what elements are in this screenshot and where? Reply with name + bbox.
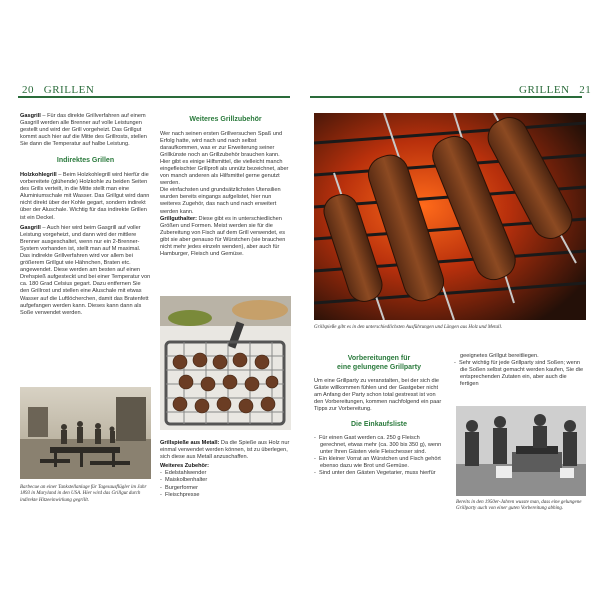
indirect-grilling-heading: Indirektes Grillen xyxy=(56,157,115,165)
sauces-list-item: - Sehr wichtig für jede Grillparty sind Soßen; wenn die Soßen selbst gemacht werden kaufen, Sie die entsprechenden Zutaten ein, aber auch die fertigen xyxy=(454,360,584,388)
grillguthalter-text: Diese gibt es in unterschiedlichen Größen und Formen. Meist werden sie für die Zubereitung von Fisch auf dem Grill verwendet, es gibt sie aber genauso für Würstchen (sie brauchen nicht mehr jedes einzeln wenden), aber auch für Hamburger, Fleisch und Gemüse. xyxy=(160,215,286,258)
left-page-title: GRILLEN xyxy=(43,84,95,96)
left-page-number: 20 xyxy=(22,84,34,96)
shopping-list-item: - Für einen Gast werden ca. 250 g Fleisch gerechnet, etwas mehr (ca. 300 bis 350 g), wenn unter Ihren Gästen viele Fleischesser sind. xyxy=(314,434,442,456)
party-1950s-photo xyxy=(456,406,586,496)
skewers-caption: Grillspieße gibt es in den unterschiedlichsten Ausführungen und Längen aus Holz und Metall. xyxy=(314,325,503,330)
gasgrill-paragraph xyxy=(20,113,151,148)
accessories-intro: Wer nach seinen ersten Grillversuchen Spaß und Erfolg hatte, wird nach und nach selbst daraufkommen, was er zur Erweiterung seiner Grillkünste noch an Grillzubehör brauchen kann. Hier gibt es einige Hilfsmittel, die vielleicht manch eingefleischter Grillprofi als unnütz bezeichnet, aber von manch anderen als Hilfsmittel gerne genutzt werden. xyxy=(160,130,289,187)
holzkohlegrill-term: Holzkohlegrill xyxy=(20,171,57,178)
gasgrill-indirect-text: – Auch hier wird beim Gasgrill auf voller Leistung vorgeheizt, und dann wird der mittlere Brenner ausgeschaltet, wenn nur ein 2-Brenner-System vorhanden ist, stellt man auf M maximal. Das indirekte Grillverfahren wird vor allem bei größerem Grillgut wie Hähnchen, Braten etc. angewendet. Diese werden am besten auf einen Drehspieß aufgesteckt und bei einer Temperatur von ca. 180 Grad Celsius gegart. Dazu entfernen Sie den Grillrost und stellen eine Aluschale mit etwas Wasser auf die Luftlöcherchen, damit das Bratenfett aufgefangen werden kann. Dieses kann dann als Soße verwendet werden. xyxy=(20,224,151,316)
party-prep-heading-line-1: Vorbereitungen für xyxy=(347,355,411,362)
grillguthalter-term: Grillguthalter: xyxy=(160,215,197,222)
more-accessories-label: Weiteres Zubehör: xyxy=(160,463,210,470)
left-column-1 xyxy=(20,113,151,317)
grillspiesse-term: Grillspieße aus Metall: xyxy=(160,440,220,446)
accessories-paragraph-2: Die einfachsten und grundsätzlichsten Utensilien wurden bereits eingangs aufgelistet, hier nun weiteres Zugehör, das nach und nach erweitert werden kann. xyxy=(160,187,281,215)
kebab-skewers-photo xyxy=(314,113,586,320)
right-page-number: 21 xyxy=(579,84,592,96)
shopping-list-item: - Ein kleiner Vorrat an Würstchen und Fisch gehört ebenso dazu wie Brot und Gemüse. xyxy=(314,456,441,470)
right-column-2 xyxy=(454,353,586,388)
accessory-item-label: Maiskolbenhalter xyxy=(164,477,208,484)
holzkohlegrill-paragraph xyxy=(20,172,151,222)
party-prep-intro: Um eine Grillparty zu veranstalten, bei der sich die Gäste willkommen fühlen und der Gastgeber nicht am Anfang der Party schon total gestresst ist von den Vorbereitungen, kommen nachfolgend ein paar Tipps zur Vorbereitung. xyxy=(314,378,442,413)
grillspiesse-text: Da die Spieße aus Holz nur einmal verwendet werden können, ist zu überlegen, sich diese aus Metall anzuschaffen. xyxy=(160,440,290,461)
holzkohlegrill-text: – Beim Holzkohlegrill wird hierfür die vorbereitete (glühende) Holzkohle zu beiden Seiten des Grills verteilt, in die Mitte stellt man eine Aluminiumschale mit Wasser. Das Grillgut wird dann nicht direkt über der Kohle gegart, sondern indirekt über der Aluschale. Wichtig für das indirekte Grillen ist ein Deckel. xyxy=(20,171,150,221)
left-page-header xyxy=(22,84,94,96)
sauces-list-item-label: Sehr wichtig für jede Grillparty sind Soßen; wenn die Soßen selbst gemacht werden kaufen, Sie die entsprechenden Zutaten ein, aber auch die fertigen xyxy=(458,360,584,388)
grill-basket-photo xyxy=(160,296,291,430)
vegetarian-continuation: geeignetes Grillgut bereitliegen. xyxy=(460,353,539,359)
accessory-item-label: Burgerformer xyxy=(164,484,198,491)
right-page-title: GRILLEN xyxy=(519,84,570,96)
right-page-header xyxy=(519,84,591,96)
accessory-item: - Burgerformer xyxy=(160,484,198,491)
left-column-2 xyxy=(160,116,291,258)
gasgrill-indirect-paragraph xyxy=(20,225,151,317)
gasgrill-indirect-term: Gasgrill xyxy=(20,224,41,231)
shopping-list-item-label: Ein kleiner Vorrat an Würstchen und Fisch gehört ebenso dazu wie Brot und Gemüse. xyxy=(318,456,441,470)
shopping-list-item-label: Für einen Gast werden ca. 250 g Fleisch gerechnet, etwas mehr (ca. 300 bis 350 g), wenn unter Ihren Gästen viele Fleischesser sind. xyxy=(318,434,442,456)
accessory-item-label: Edelstahlwender xyxy=(164,470,207,477)
historic-photo-caption: Barbecue an einer Tankstellanlage für Tagesausflügler im Jahr 1893 in Maryland in den USA. Hier wird das Grillgut durch indirekte Hitzeeinwirkung gegrillt. xyxy=(20,485,147,503)
grillguthalter-paragraph xyxy=(160,216,291,259)
accessory-item-label: Fleischpresse xyxy=(164,491,200,498)
shopping-list-item-label: Sind unter den Gästen Vegetarier, muss hierfür xyxy=(318,470,436,477)
accessory-item: - Edelstahlwender xyxy=(160,470,207,477)
gasgrill-term: Gasgrill xyxy=(20,113,41,119)
historic-barbecue-photo xyxy=(20,387,151,479)
left-header-rule xyxy=(18,96,290,98)
more-accessories-title xyxy=(160,463,291,470)
right-header-rule xyxy=(310,96,582,98)
party-photo-caption: Bereits in den 1950er-Jahren wusste man, dass eine gelungene Grillparty auch von einer guten Vorbereitung abhing. xyxy=(456,500,582,512)
party-prep-heading-line-2: eine gelungene Grillparty xyxy=(336,363,422,371)
left-column-2-lower xyxy=(160,440,291,499)
right-column-1 xyxy=(314,355,444,478)
accessory-item: - Fleischpresse xyxy=(160,491,200,498)
shopping-list-heading: Die Einkaufsliste xyxy=(350,421,408,429)
accessory-item: - Maiskolbenhalter xyxy=(160,477,208,484)
shopping-list-item: - Sind unter den Gästen Vegetarier, muss hierfür xyxy=(314,470,436,477)
gasgrill-text: – Für das direkte Grillverfahren auf einem Gasgrill werden alle Brenner auf volle Leistungen gestellt und wird der Grill vorgeheizt. Das Grillgut kommt auch hier auf die Mitte des Grillrosts, stellen Sie dann die Temperatur auf halbe Leistung. xyxy=(20,113,147,148)
accessories-heading: Weiteres Grillzubehör xyxy=(189,116,262,123)
grillspiesse-paragraph xyxy=(160,440,291,461)
